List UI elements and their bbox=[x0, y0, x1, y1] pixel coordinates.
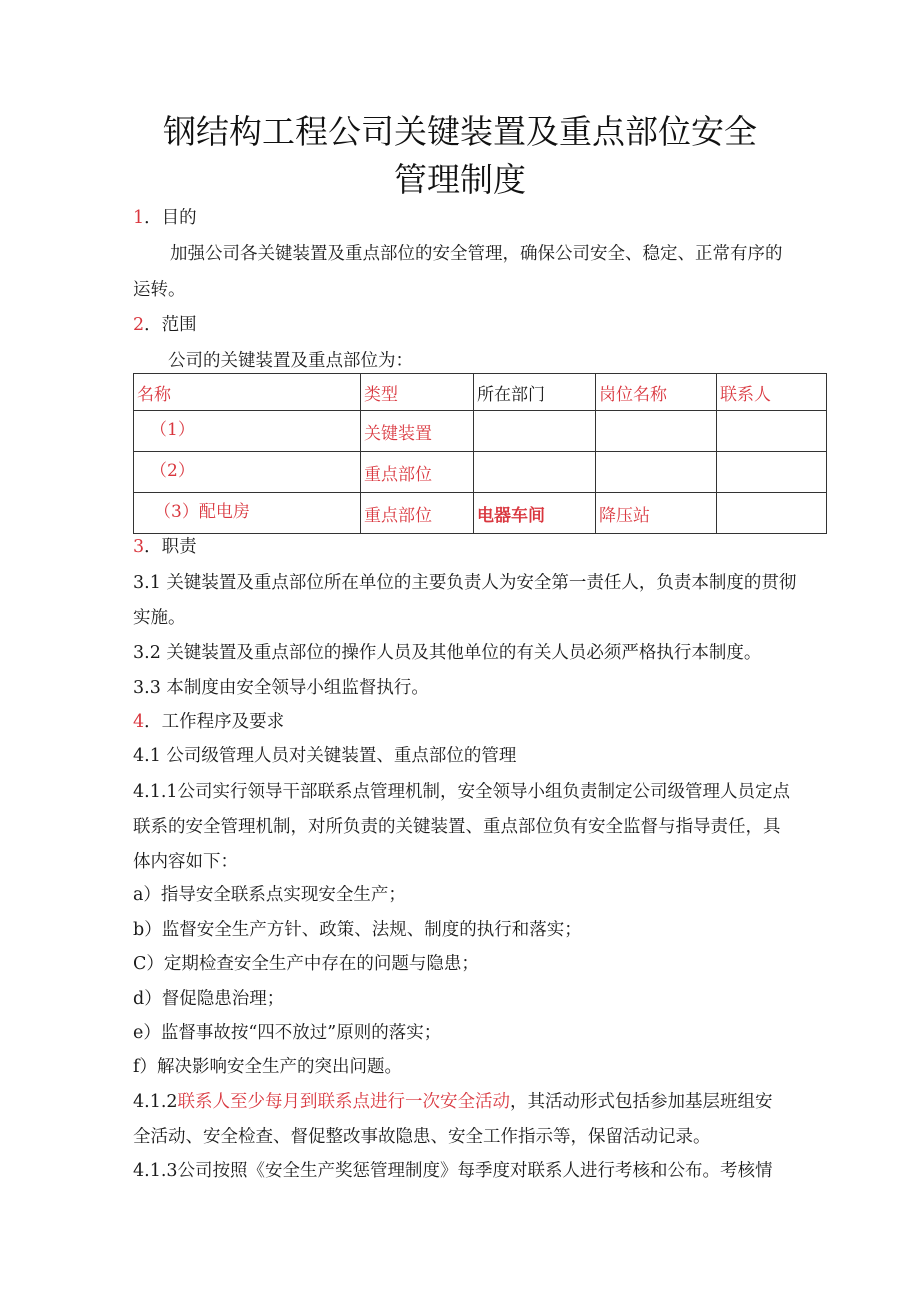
list-item: C）定期检查安全生产中存在的问题与隐患； bbox=[133, 954, 479, 974]
table-cell: 降压站 bbox=[596, 493, 717, 534]
duty-3-2: 3.2 关键装置及重点部位的操作人员及其他单位的有关人员必须严格执行本制度。 bbox=[133, 643, 762, 663]
procedure-4-1-3: 4.1.3公司按照《安全生产奖惩管理制度》每季度对联系人进行考核和公布。考核情 bbox=[133, 1161, 773, 1181]
procedure-4-1: 4.1 公司级管理人员对关键装置、重点部位的管理 bbox=[133, 746, 517, 766]
table-cell bbox=[596, 411, 717, 452]
table-cell: （3）配电房 bbox=[134, 493, 361, 534]
table-header-cell: 类型 bbox=[361, 374, 474, 411]
table-cell bbox=[717, 452, 827, 493]
list-item: f）解决影响安全生产的突出问题。 bbox=[133, 1057, 402, 1077]
section-title: ．目的 bbox=[144, 208, 197, 228]
table-row bbox=[134, 493, 827, 534]
table-cell: 重点部位 bbox=[361, 493, 474, 534]
table-header-cell: 联系人 bbox=[717, 374, 827, 411]
document-title-line2: 管理制度 bbox=[394, 160, 526, 199]
document-title-line1: 钢结构工程公司关键装置及重点部位安全 bbox=[163, 112, 757, 151]
table-cell: 电器车间 bbox=[474, 493, 596, 534]
procedure-4-1-1-line1: 4.1.1公司实行领导干部联系点管理机制，安全领导小组负责制定公司级管理人员定点 bbox=[133, 782, 791, 802]
table-cell: 重点部位 bbox=[361, 452, 474, 493]
table-cell bbox=[717, 411, 827, 452]
key-locations-table bbox=[133, 373, 827, 534]
table-header-row bbox=[134, 374, 827, 411]
procedure-4-1-1-line3: 体内容如下： bbox=[133, 852, 238, 872]
table-cell bbox=[717, 493, 827, 534]
list-item: d）督促隐患治理； bbox=[133, 989, 285, 1009]
section-number: 3 bbox=[133, 537, 145, 557]
table-cell bbox=[596, 452, 717, 493]
table-cell bbox=[474, 411, 596, 452]
procedure-4-1-2-line2: 全活动、安全检查、督促整改事故隐患、安全工作指示等，保留活动记录。 bbox=[133, 1127, 711, 1147]
table-cell: 关键装置 bbox=[361, 411, 474, 452]
section-4-heading bbox=[133, 710, 284, 734]
procedure-4-1-2-line1 bbox=[133, 1090, 773, 1114]
section-title: ．范围 bbox=[144, 315, 197, 335]
table-cell bbox=[474, 452, 596, 493]
table-header-cell: 名称 bbox=[134, 374, 361, 411]
section-1-heading bbox=[133, 206, 197, 230]
table-header-cell: 所在部门 bbox=[474, 374, 596, 411]
section-1-body-line2: 运转。 bbox=[133, 280, 186, 300]
section-number: 2 bbox=[133, 315, 145, 335]
list-item: e）监督事故按“四不放过”原则的落实； bbox=[133, 1023, 442, 1043]
section-number: 4 bbox=[133, 712, 145, 732]
section-1-body-line1: 加强公司各关键装置及重点部位的安全管理，确保公司安全、稳定、正常有序的 bbox=[170, 244, 783, 264]
procedure-number: 4.1.2 bbox=[133, 1092, 178, 1112]
table-cell: （2） bbox=[134, 452, 361, 493]
section-2-heading bbox=[133, 313, 197, 337]
table-row bbox=[134, 452, 827, 493]
section-title: ．工作程序及要求 bbox=[144, 712, 285, 732]
duty-3-1-line2: 实施。 bbox=[133, 608, 186, 628]
list-item: a）指导安全联系点实现安全生产； bbox=[133, 885, 406, 905]
table-row bbox=[134, 411, 827, 452]
duty-3-3: 3.3 本制度由安全领导小组监督执行。 bbox=[133, 678, 429, 698]
procedure-4-1-1-line2: 联系的安全管理机制，对所负责的关键装置、重点部位负有安全监督与指导责任，具 bbox=[133, 817, 781, 837]
table-header-cell: 岗位名称 bbox=[596, 374, 717, 411]
duty-3-1-line1: 3.1 关键装置及重点部位所在单位的主要负责人为安全第一责任人，负责本制度的贯彻 bbox=[133, 573, 797, 593]
section-number: 1 bbox=[133, 208, 145, 228]
list-item: b）监督安全生产方针、政策、法规、制度的执行和落实； bbox=[133, 920, 582, 940]
table-cell: （1） bbox=[134, 411, 361, 452]
procedure-text: ，其活动形式包括参加基层班组安 bbox=[510, 1092, 773, 1112]
highlighted-requirement: 联系人至少每月到联系点进行一次安全活动 bbox=[177, 1092, 511, 1112]
section-3-heading bbox=[133, 535, 197, 559]
section-title: ．职责 bbox=[144, 537, 197, 557]
section-2-intro: 公司的关键装置及重点部位为： bbox=[168, 351, 413, 371]
